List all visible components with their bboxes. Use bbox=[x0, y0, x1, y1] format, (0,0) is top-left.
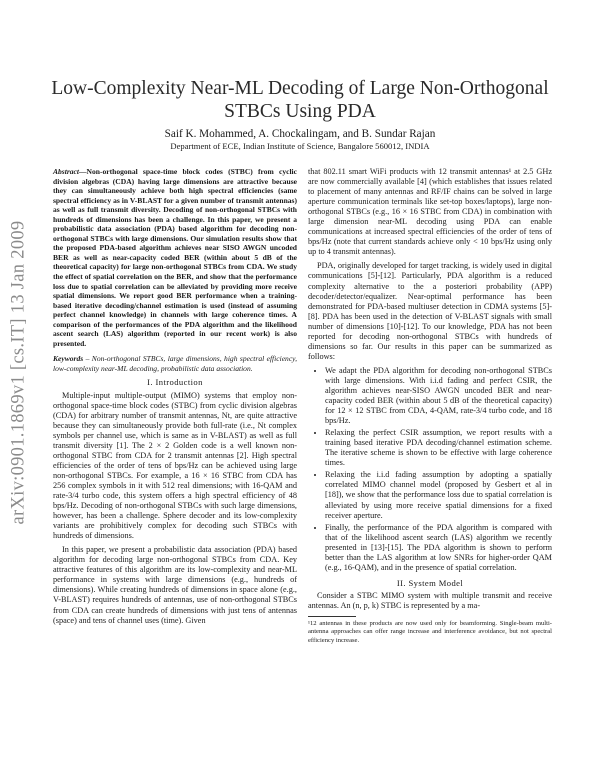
right-column bbox=[308, 167, 552, 649]
section-heading-system-model: II. System Model bbox=[396, 577, 464, 588]
abstract bbox=[53, 167, 297, 348]
left-column bbox=[53, 167, 297, 630]
intro-paragraph-1: Multiple-input multiple-output (MIMO) systems that employ non-orthogonal space-time block codes (STBC) from cyclic division algebras (CDA) for arbitrary number of transmit antennas, Nt, are quite attractive because they can simultaneously provide both full-rate (i.e., Nt complex symbols per channel use, which is same as in V-BLAST) as well as full transmit diversity [1]. The 2 × 2 Golden code is a well known non-orthogonal STBC from CDA for 2 transmit antennas [2]. High spectral efficiencies of the order of tens of bps/Hz can be achieved using large non-orthogonal STBCs. For example, a 16 × 16 STBC from CDA has 256 complex symbols in it with 512 real dimensions; with 16-QAM and rate-3/4 turbo code, this system offers a high spectral efficiency of 48 bps/Hz. Decoding of non-orthogonal STBCs with such large dimensions, however, has been a challenge. Sphere decoder and its low-complexity variants are prohibitively complex for decoding such STBCs with hundreds of dimensions. bbox=[53, 390, 297, 541]
footnote-divider bbox=[308, 616, 356, 617]
abstract-text: —Non-orthogonal space-time block codes (STBC) from cyclic division algebras (CDA) having large dimensions are attractive because they can simultaneously achieve both high spectral efficiencies (same spectral efficiency as in V-BLAST for a given number of transmit antennas) as well as full transmit diversity. Decoding of non-orthogonal STBCs with hundreds of dimensions has been a challenge. In this paper, we present a probabilistic data association (PDA) based algorithm for decoding non-orthogonal STBCs with large dimensions. Our simulation results show that the proposed PDA-based algorithm achieves near SISO AWGN uncoded BER as well as near-capacity coded BER (within about 5 dB of the theoretical capacity) for large non-orthogonal STBCs from CDA. We study the effect of spatial correlation on the BER, and show that the performance loss due to spatial correlation can be alleviated by providing more receive spatial dimensions. We report good BER performance when a training-based iterative decoding/channel estimation is used (instead of assuming perfect channel knowledge) in channels with large coherence times. A comparison of the performances of the PDA algorithm and the likelihood ascent search (LAS) algorithm (reported in our recent work) is also presented. bbox=[53, 167, 297, 348]
section-heading-introduction: I. Introduction bbox=[147, 377, 203, 388]
list-item: • Relaxing the i.i.d fading assumption by adopting a spatially correlated MIMO channel model (proposed by Gesbert et al in [18]), we show that the performance loss due to spatial correlation is alleviated by using more receive spatial dimensions for a fixed receiver aperture. bbox=[325, 470, 552, 520]
contribution-list bbox=[308, 366, 552, 573]
abstract-lead: Abstract bbox=[53, 167, 79, 176]
list-item: • Finally, the performance of the PDA algorithm is compared with that of the likelihood ascent search (LAS) algorithm we recently presented in [13]-[15]. The PDA algorithm is shown to perform better than the LAS algorithm at low SNRs for higher-order QAM (e.g., 16-QAM), and in the presence of spatial correlation. bbox=[325, 523, 552, 573]
intro-paragraph-4: PDA, originally developed for target tracking, is widely used in digital communications [5]-[12]. Particularly, PDA algorithm is a reduced complexity alternative to the a posteriori probability (APP) decoder/detector/equalizer. Near-optimal performance has been demonstrated for PDA-based multiuser detection in CDMA systems [5]-[8]. PDA has been used in the detection of V-BLAST signals with small number of dimensions [10]-[12]. To our knowledge, PDA has not been reported for decoding non-orthogonal STBCs with hundreds of dimensions so far. Our results in this paper can be summarized as follows: bbox=[308, 261, 552, 361]
keywords-text: – Non-orthogonal STBCs, large dimensions, high spectral efficiency, low-complexity near-ML decoding, probabilistic data association. bbox=[53, 354, 297, 373]
arxiv-identifier-text: arXiv:0901.1869v1 [cs.IT] 13 Jan 2009 bbox=[8, 220, 29, 525]
intro-paragraph-2: In this paper, we present a probabilistic data association (PDA) based algorithm for decoding large non-orthogonal STBCs from CDA. Key attractive features of this algorithm are its low-complexity and near-ML performance in systems with large dimensions (e.g., hundreds of dimensions). While creating hundreds of dimensions in space alone (e.g., V-BLAST) requires hundreds of antennas, use of non-orthogonal STBCs from CDA can create hundreds of dimensions with just tens of antennas (space) and tens of channel uses (time). Given bbox=[53, 545, 297, 625]
author-list: Saif K. Mohammed, A. Chockalingam, and B. Sundar Rajan bbox=[164, 128, 436, 140]
paper-title: Low-Complexity Near-ML Decoding of Large Non-Orthogonal STBCs Using PDA bbox=[51, 78, 549, 122]
keywords-lead: Keywords bbox=[53, 354, 84, 364]
footnote: ¹12 antennas in these products are now used only for beamforming. Single-beam multi-antenna approaches can offer range increase and interference avoidance, but not spectral efficiency increase. bbox=[308, 619, 552, 644]
list-item: • We adapt the PDA algorithm for decoding non-orthogonal STBCs with large dimensions. With i.i.d fading and perfect CSIR, the algorithm achieves near-SISO AWGN uncoded BER and near-capacity coded BER (within about 5 dB of the theoretical capacity) for 12 × 12 STBC from CDA, 4-QAM, rate-3/4 turbo code, and 18 bps/Hz. bbox=[325, 366, 552, 426]
list-item: • Relaxing the perfect CSIR assumption, we report results with a training based iterative PDA decoding/channel estimation scheme. The iterative scheme is shown to be effective with large coherence times. bbox=[325, 428, 552, 468]
system-paragraph-1: Consider a STBC MIMO system with multiple transmit and receive antennas. An (n, p, k) STBC is represented by a ma- bbox=[308, 590, 552, 610]
keywords bbox=[53, 354, 297, 373]
arxiv-identifier bbox=[4, 175, 34, 570]
affiliation: Department of ECE, Indian Institute of Science, Bangalore 560012, INDIA bbox=[170, 141, 430, 151]
intro-paragraph-3: that 802.11 smart WiFi products with 12 transmit antennas¹ at 2.5 GHz are now commercially available [4] (which establishes that issues related to placement of many antennas and RF/IF chains can be solved in large aperture communication terminals like set-top boxes/laptops), large non-orthogonal STBCs (e.g., 16 × 16 STBC from CDA) in combination with large dimension near-ML decoding using PDA can enable communications at increased spectral efficiencies of the order of tens of bps/Hz (note that current standards achieve only < 10 bps/Hz using only up to 4 transmit antennas). bbox=[308, 167, 552, 257]
